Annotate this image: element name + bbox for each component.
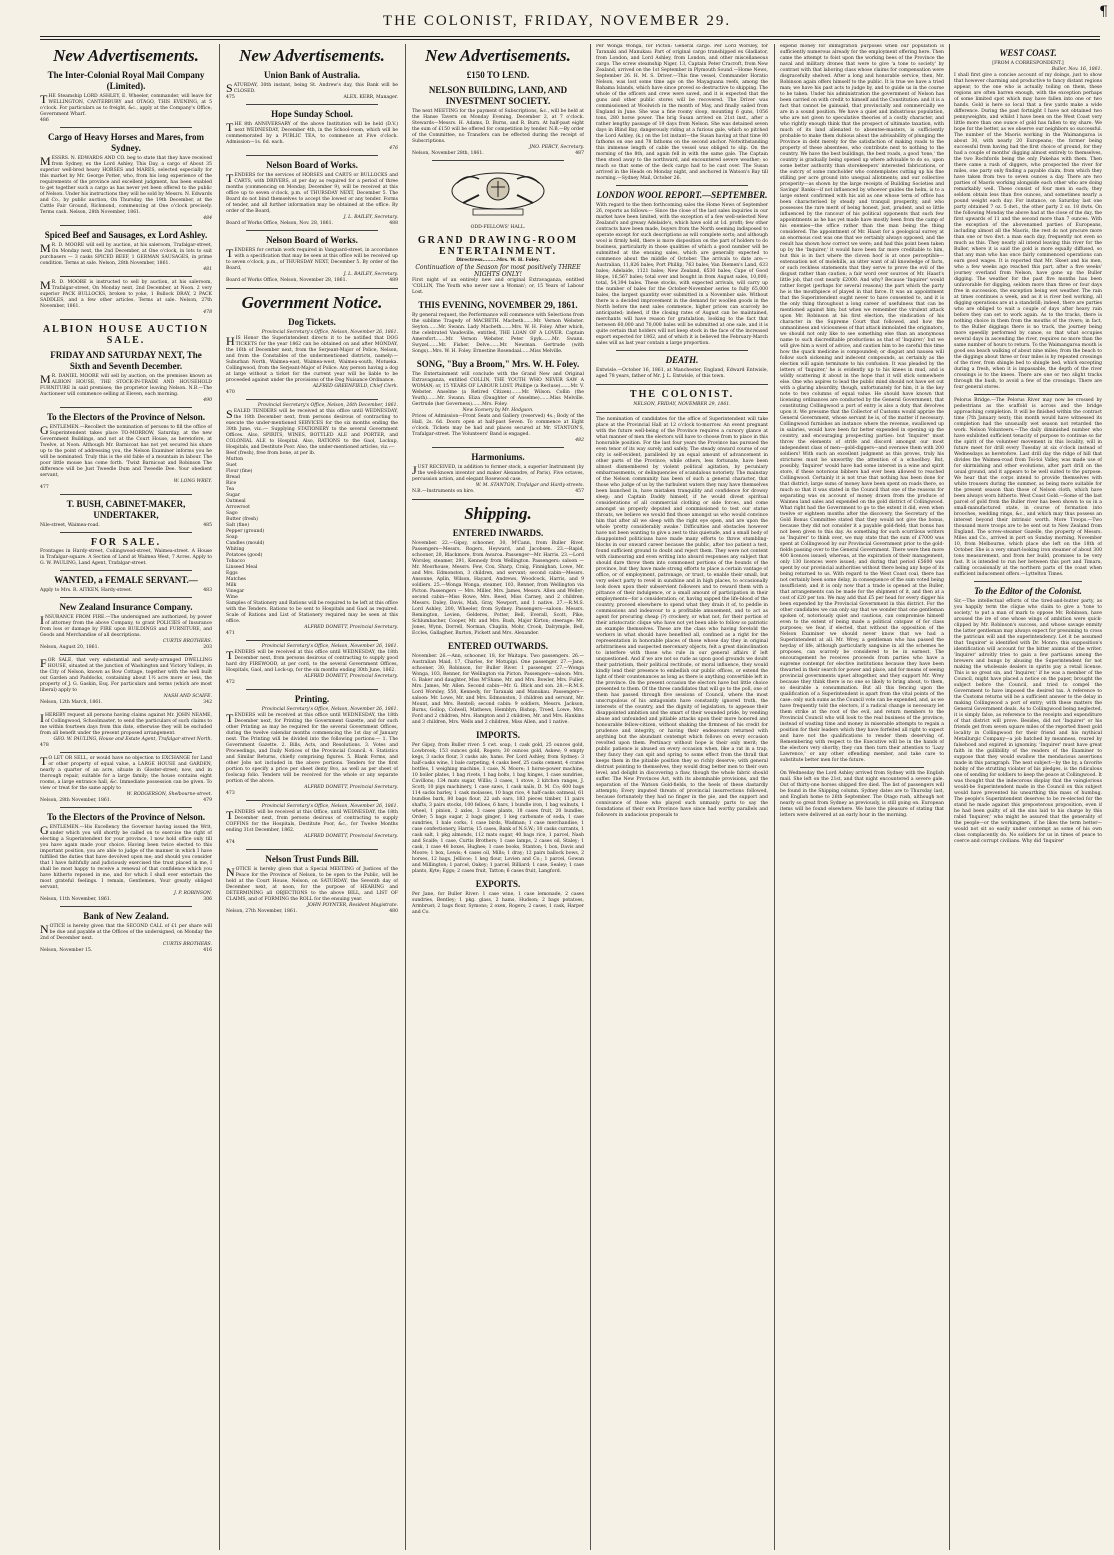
list-item: Wine [226, 595, 238, 600]
divider [60, 570, 192, 571]
death-notice: Entwisle.—October 16, 1861, at Manchester, England, Edward Entwisle, aged 78 years, father of Mr. J. L. Entwisle, of this town. [596, 368, 768, 379]
column-divider [405, 44, 406, 1550]
divider [60, 906, 192, 907]
list-item: Flour (fine) [226, 469, 253, 474]
ad-dateline: Provincial Secretary's Office, Nelson, November 26, 1861. [261, 804, 398, 809]
ad-number: 486 [40, 118, 49, 123]
editorial-dateline: NELSON, FRIDAY, NOVEMBER 29, 1861. [633, 402, 731, 407]
ad-number: 490 [203, 398, 212, 403]
ad-dateline: Provincial Secretary's Office, Nelson, 26th December, 1861. [257, 403, 398, 408]
ad-number: 203 [203, 645, 212, 650]
ad-title: Printing. [294, 694, 330, 704]
news-paragraph: On Wednesday the Lord Ashley arrived from Sydney with the English mail. She left on the 21st, and that night encountered a severe gale. Out of thirty-one horses shipped five died. The list of passengers will be found in the Shipping column. Sydney dates are to Thursday last, and English home to 26th September. The Otago rush, although not nearly so great from Sydney as previously, is still going on. European items will be found elsewhere. We have the pleasure of stating that letters were delivered at an early hour in the morning. [780, 771, 944, 818]
ad-title: To the Electors of the Province of Nelson. [47, 412, 205, 422]
list-item: Tobacco [226, 559, 246, 564]
list-item: Tea [226, 487, 235, 492]
news-paragraph: Pelorus Bridge.—The Pelorus River may now be crossed by pedestrians as the scaffold is across and the bridge approaching completion. It will be finished within the contract time (7th January next); this month would have witnessed its completion had the unusually wet season not retarded the work. Nelson Volunteers.—The daily diminished number who have exhibited sufficient tenacity of purpose to continue so far the spirit of the volunteer movement in this locality, will in future meet for drill every Tuesday at six o'clock instead of Wednesdays as heretofore. Last drill day the ridge of hill that divides the Waimea-road from Toi-toi Valley, was made use of for skirmishing and other evolutions, after part drill on the usual ground, and it appears to be well suited to the purpose. We hear that the corps intend to provide themselves with white trousers during the summer, as being more suitable for the present season than those of Nelson cloth, which have been always worn hitherto. West Coast Gold.—Some of the last parcel of gold from the Buller river has been shown to us in a small-manufactured state, in course of formation into brooches, wedding rings, &c., and which may thus possess an interest beyond their intrinsic worth. More Troops.—Two thousand more troops are to be sent out to New Zealand from England. The screw-steamer Gazelle, the property of Messrs. Miles and Co., arrived in port on Sunday morning, November 10, from Melbourne, which place she left on the 18th of October. She is a very smart-looking iron steamer of about 300 tons measurement, and from her build, promises to be very fast. It is intended to run her between this port and Timaru, calling occasionally at the northern parts of the coast when sufficient inducement offers.—Lyttelton Times. [954, 398, 1102, 577]
ad-signature: W. LONG WREY. [173, 479, 212, 484]
ad-dateline: Provincial Secretary's Office, Nelson, November 26, 1861. [261, 330, 398, 335]
list-item: Pepper (ground) [226, 529, 265, 534]
divider [596, 384, 768, 385]
divider [60, 597, 192, 598]
ad-signature: J. P. ROBINSON. [173, 891, 212, 896]
masthead-rule [40, 36, 1100, 37]
exports-list: Per Jane, for Buller River: 1 case wine, 1 case lemonade, 2 cases sundries, Bentley; 1 pkg. glass, 2 hams, Hudson; 2 bags potatoes, Armbrust; 2 bags flour, Symons; 2 oxen, Rogers; 2 cases, 1 cask, Harper and Co. [412, 892, 584, 915]
ration-list [226, 451, 398, 601]
ad-number: 482 [575, 438, 584, 443]
divider [226, 288, 398, 289]
ad-body: Prices of Admission—Front Seats and Gallery (reserved) 4s.; Body of the Hall, 2s. 6d. Doors open at half-past Seven. To commence at Eight o'clock. Tickets may be had and places secured at Mr. STANTON'S, Trafalgar-street. The Volunteers' Band is engaged. [412, 414, 584, 437]
list-item: Eggs [226, 571, 238, 576]
ad-title: Hope Sunday School. [271, 109, 353, 119]
ad-body: MR. DANIEL MOORE will sell by auction, on the premises known as ALBION HOUSE, THE STOCK-IN-TRADE AND HOUSEHOLD FURNITURE in said premises; the proprietor leaving Nelson. N.B.—The Auctioneer will commence selling at Eleven, each morning. [40, 372, 212, 397]
divider [432, 447, 564, 448]
ad-body: The Entertainment will conclude with the Grand New and Original Extravaganza, entitled COLLIN, THE YOUTH WHO NEVER SAW A WOMAN; or, 15 YEARS OF LABOUR LOST. Phillipe (a Recluse).......Mr. V. Webster. Anselme (a Retired Citizen).......Mr. Wilson. Collin (the Youth).......Mr. Swann. Eliza (Daughter of Anselme).......Miss Melville. Gertrude (her Governess).......Mrs. Foley. [412, 372, 584, 407]
ad-signature: ALFRED DOMETT, Provincial Secretary. [304, 674, 398, 679]
list-item: Linseed Meal [226, 565, 258, 570]
divider [596, 412, 768, 413]
divider [246, 800, 378, 801]
divider [60, 127, 192, 128]
masthead [0, 4, 1114, 38]
subsection-heading: EXPORTS. [475, 879, 521, 889]
divider [60, 654, 192, 655]
evening-line: THIS EVENING, NOVEMBER 29, 1861. [418, 300, 578, 310]
section-heading: Shipping. [464, 504, 532, 523]
article-title: WEST COAST. [999, 48, 1057, 58]
masthead-rule-2 [40, 39, 1100, 40]
ad-body: MR. D. MOORE will sell by auction, at his saleroom, Trafalgar-street, On Monday next, the 2nd December, at One o'clock, in lots to suit purchasers — 3 casks SPICED BEEF, 1 GERMAN SAUSAGES, in prime condition. Terms at sale. Nelson, 28th November, 1861. [40, 241, 212, 266]
ad-body: GENTLEMEN.—Recollect the nomination of persons to fill the office of Superintendent takes place TO-MORROW, Saturday, at the new Government Buildings, and not at the Court House, as heretofore, at Twelve, at Noon. Although Mr. Barnicoat has not yet secured his share up to the point of addressing you, the Nelson Examiner informs you he will be nominated. Truly this is the old fable of a mountain in labour. The poor little mouse has come forth. 'Twixt Barnicoat and Robinson The difference will be Just Tweedle Dum and Tweedle Dee. Your obedient servant, [40, 423, 212, 478]
ad-number: 484 [203, 216, 212, 221]
directress-line: Directress.........Mrs. W. H. Foley. [456, 258, 540, 263]
imports-list: Per Gipsy, from Buller river: 5 cwt. soap, 1 cask gold, 25 ounces gold, Lowbrook; 153 ounces gold, Rogers; 30 ounces gold, Askew; 9 empty kegs, 3 sacks flour, 3 casks ale, hams. Per Lord Ashley, from Sydney: 3 half-casks wine, 1 bale carpeting, 4 casks beef, 25 casks cement, 4 crates bottles, 1 weighing machine, 1 case, N. Moore; 1 horse-power machine, 10 boiler plates, 1 bag rivets, 1 bag bolts, 1 bag hinges, 1 case sundries, Cavillons; 134 mats sugar, Willis; 3 cases, 1 stove, 2 kitchen ranges, J. Scott; 10 pigs machinery, 1 case saws, 1 cask nails, D. M. Co; 600 bags 114 sacks barley, 1 cask molasses, 10 bags rice, 4 half-casks oatmeal, 61 bundles bark, 80 bags flour, 22 ash oars, 183 pieces timber, 11 pairs shafts, 3 pairs stocks, 100 felloes, 6 bars, 1 bundle iron, 1 bag walnuts, 1 wheel, 1 pinion, 2 axles, 3 cases plants, 18 cases fruit, 20 bundles, Order; 5 bags sugar, 2 bags ginger, 1 keg carbonate of soda, 1 case sundries, 1 bale corks, 1 case birds, Wadman; 1 case merchandise, 1 case confectionery, Harris; 15 cases, Bank of N.S.W.; 10 casks currants, 1 cask salt, 1 pkg almonds, 112 mats sugar, 40 bags rice, 1 parcel, Nash and Scaife; 1 case, Curtis Brothers; 1 case lamps, 2 cases oil, Staley; 1 cask, 1 case 48 boxes, Hughes; 1 case books, Stanton; 1 box, Davis and Moore; 1 box, Lewis; 4 cases oil, Mills; 1 dray; 12 pairs ballock bows, 2 horses, 12 bags, Jellicoe; 1 keg flour, Lovien and Co.; 1 parcel, Gowan and Millington; 1 parcel, Oakey; 1 parcel, Billiard; 1 case, Sealey; 1 case plants, Kyte; Eggs; 2 cases fruit, Tatton; 6 cases fruit, Langford. [412, 743, 584, 874]
corner-mark: ¶ [1099, 4, 1108, 20]
ad-title: Dog Tickets. [288, 317, 336, 327]
ad-number: 306 [203, 897, 212, 902]
column-divider [219, 44, 220, 1550]
ad-title: FOR SALE. [90, 537, 162, 548]
ad-number: 477 [40, 485, 49, 490]
ad-number: 475 [226, 95, 235, 100]
column-1 [40, 44, 212, 1550]
oddfellows-emblem-icon [443, 165, 553, 221]
divider [616, 350, 748, 351]
ad-body: By general request, the Performance will commence with Selections from the sublime Tragedy of MACBETH. Macbeth.......Mr. Vernon Webster. Seyton.......Mr. Swann. Lady Macbeth.......Mrs. W. H. Foley. After which, the celebrated Vaudeville, entitled, THE LOAN OF A LOVER. Captain Amersfort.......Mr. Vernon Webster. Peter Spyk.......Mr. Swann. Swyzel.......Mr. Fisher. Delve.......Mr. Newman. Gertrude (with Songs)...Mrs. W. H. Foley. Ernestine Rosendaal......Miss Melville. [412, 313, 584, 354]
emblem-caption: ODD-FELLOWS' HALL. [470, 225, 526, 230]
ad-body: TENDERS will be received at this office until WEDNESDAY, the 18th December next, from persons desirous of contracting to supply good hard dry FIREWOOD, at per cord, to the several Government Offices, Hospitals, Gaol, and Lock-up, for the six months ending 30th June, 1862. [226, 648, 398, 673]
ad-title: NELSON BUILDING, LAND, AND INVESTMENT SOCIETY. [428, 85, 568, 106]
ad-body: TENDERS will be received at this office until WEDNESDAY, the 18th December next, for Printing the Government Gazette, and for such other Printing as may be required for the several Government Offices, during the twelve calendar months commencing the 1st day of January next. The Printing will be divided into the following portions:— 1. The Government Gazette. 2. Bills, Acts, and Resolutions. 3. Votes and Proceedings, and Daily Notices of the Provincial Council. 4. Statistics and Similar Returns, chiefly comprising figures. 5. Blank Forms, and other Jobs not included in the above portions. Tenders for the first portion to specify a price per sheet demy 8vo, as well as per sheet of foolscap folio. Tenders will be received for the whole or any separate portion of the above. [226, 711, 398, 784]
ad-title: Bank of New Zealand. [83, 911, 169, 921]
divider [974, 394, 1082, 395]
scenery-line: New Scenery by Mr. Hodgson. [462, 408, 534, 413]
divider [60, 807, 192, 808]
list-item: Sago [226, 511, 238, 516]
divider [974, 581, 1082, 582]
list-item: Potatoes (good) [226, 553, 263, 558]
ad-number: 473 [226, 791, 235, 796]
ad-signature: GEO. W. PAULING, House and Estate Agent, Trafalgar-street North. [53, 737, 212, 742]
ad-number: 471 [226, 631, 235, 636]
ad-body: First night of an entirely new and original Extravaganza, entitled 'COLLIN, The Youth who never saw a Woman'; or, 15 Years of Labour Lost. [412, 278, 584, 295]
ad-date: Nelson, August 20, 1861. [40, 645, 99, 650]
column-2 [226, 44, 398, 1550]
list-item: Butter (fresh) [226, 517, 258, 522]
ad-body: GENTLEMEN.—His Excellency the Governor having issued the Writ, under which you will shortly be called on to exercise the right of electing a Superintendent for your province, I now hold office only till you have again made your choice. Having been twice elected to this important position, you are able to judge of the manner in which I have fulfilled the duties that have devolved upon me; and should you consider that I have faithfully and judiciously exercised the trust placed in me, I shall be most happy to receive a renewal of that confidence which you have hitherto reposed in me, and for which I shall ever entertain the most grateful feelings. I remain, Gentlemen, Your greatly obliged servant, [40, 823, 212, 890]
divider [432, 160, 564, 161]
ad-number: 472 [226, 680, 235, 685]
section-heading: New Advertisements. [239, 46, 385, 65]
list-item: Mutton [226, 457, 244, 462]
ad-date: Nelson, 27th November, 1861. [226, 909, 298, 914]
ad-number: 483 [203, 588, 212, 593]
ad-signature: J. L. BAILEY, Secretary. [343, 272, 398, 277]
shipping-entries: November. 22.—Gipsy, schooner, 30, M'Cann, from Buller River. Passengers—Messrs. Rogers, Heyward, and Jacobsen. 23.—Rapid, schooner, 20, Blackmore, from Awaroa. Passenger—Mr. Harris. 23.—Lord Worsley, steamer, 291, Kennedy from Wellington. Passengers: saloon — Mr. Moorhouse, Messrs. Few, Cox, Sharp, Craig, Finnighan, Lowe, Mr. and Mrs. Edmonston, 3 children, and servant; second cabin—Messrs. Ansonne, Aplin, Wilson, Hayard, Andrews, Woodcock, Harris, and 9 soldiers. 25.—Wonga Wonga, steamer, 103, Renner, from Wellington via Picton. Passengers — Mrs. Miller, Mrs. James, Messrs. Allen and Weller; second cabin—Miss Rowe, Mrs. Reed, Miss Carney, and 2 children. Messrs. Daley, Davis, Mah, Gray, Newport, and 1 native. 27.—R.M.S. Lord Ashley, 200, Wheeler, from Sydney. Passengers—saloon: Messrs. Remington, Levien, Gelderes, Potter, Bell, Everall, Scott, Pike, Schlumbacher, Cooper, Mr. and Mrs. Bush, Major Kirton; steerage: Mr. Jones, Wynn, Dorrell, Norman, Chaplin, Mohr, Crook, Dalrymple, Bell, Eccles, Gallagher, Burton, Pickett and Mrs. Alexander. [412, 541, 584, 636]
section-heading: New Advertisements. [53, 46, 199, 65]
ad-body: NOTICE is hereby given that a Special MEETING of Justices of the Peace for the Province of Nelson, to be open to the Public, will be held at the Court House, Nelson, on SATURDAY, the Seventh day of December next, at noon, for the purpose of HEARING and DETERMINING all OBJECTIONS to the above BILL, and LIST OF CLAIMS, and of FORMING the ROLL for the ensuing year. [226, 865, 398, 902]
ad-dateline: Provincial Secretary's Office, Nelson, November 26, 1861. [261, 644, 398, 649]
divider [246, 230, 378, 231]
ad-body: TENDERS for certain work required in Vanguard-street, in accordance with a specification that may be seen at this office will be received up to seven o'clock, p.m., of THURSDAY NEXT, December 5. By order of the Board, [226, 246, 398, 271]
subsection-heading: ENTERED OUTWARDS. [447, 641, 549, 651]
ad-body: TENDERS will be received at this Office, until WEDNESDAY, the 18th December next, from persons desirous of contracting to supply COFFINS for the Hospitals, Destitute Poor, &c., for Twelve Months ending 31st December, 1862. [226, 808, 398, 833]
article-title: LONDON WOOL REPORT.—SEPTEMBER. [596, 190, 768, 200]
article-byline: [FROM A CORRESPONDENT.] [992, 61, 1064, 66]
ad-body: HIS Honor the Superintendent directs it to be notified that DOG TICKETS for the year 1862 can be obtained on and after MONDAY, the 16th of December next, from the Serjeant-Major of Police, Nelson, and from the Constables of the undermentioned districts, namely:— Suburban North, Waimea-east, Waimea-west, Waimea-south, Motueka. Collingwood, from the Serjeant-Major of Police. Any person having a dog at large without a ticket for the current year will be liable to be proceeded against under the provisions of the Dog Nuisance Ordinance. [226, 334, 398, 383]
list-item: Matches [226, 577, 246, 582]
list-item: Whiting [226, 547, 245, 552]
ad-title: Cargo of Heavy Horses and Mares, from Sydney. [48, 132, 204, 153]
list-item: Rice [226, 481, 237, 486]
ad-body: TENDERS for the services of HORSES and CARTS or BULLOCKS and CARTS, with DRIVERS, at per day as required for a period of three months (commencing on Monday, December 9), will be received at this office up to seven o'clock, p.m. of THURSDAY NEXT, December 5. The Board do not bind themselves to accept the lowest or any tender. Forms of tender, and all further information may be obtained at the office. By order of the Board, [226, 171, 398, 214]
ad-number: 478 [203, 310, 212, 315]
ad-body: The next MEETING for the payment of Subscriptions, &c., will be held at the Hanse Tavern on Monday Evening, December 2, at 7 o'clock. Stewards—Messrs. H. Adams, D. Burns, and R. Burn. At half-past eight the sum of £150 will be offered for competition by tender. N.B.—By order of the Committee, no Transfers can be effected during the receipt of Subscriptions. [412, 109, 584, 144]
ad-number: 480 [389, 909, 398, 914]
ad-number: 474 [226, 840, 235, 845]
ad-date: Nelson, 12th March, 1861. [40, 700, 103, 705]
divider [246, 849, 378, 850]
ad-body: NOTICE is hereby given that the SECOND CALL of £1 per share will be due and payable at the Offices of the undersigned, on Monday the 2nd of December next. [40, 922, 212, 941]
ad-body: IHEREBY request all persons having claims against Mr. JOHN NEAME, of Collingwood, Schoolmaster, to send the particulars of such claims to me within fourteen days from this date, otherwise they will be excluded from all benefit under the present proposed arrangement. [40, 711, 212, 736]
article-body: I shall first give a concise account of my doings, just to show that however charming and productive to fancy distant regions appear, to the one who is actually toiling on them, these regions are often barren enough, with the exception perhaps of some limited spot which may have fallen into one or two hands. Gold is here so local that a few yards make a wide difference. During the past fortnight I have not obtained two pennyweights, and whilst I have been on the West Coast very little more than one ounce of gold has fallen to my share. We hope for the better, as we observe our neighbors so successful. The number of the Maoris working in the Waimangaroa is about 30, with nearly 20 Europeans; the former being successful from having had the first choice of ground, for they had a couple of months' digging almost entirely to themselves, the two Rochfords being the only Pakehas with them. Then there came a rush of diggers, who prospected the river for miles, one party only finding a payable claim, from which they have taken from two to seven ounces a day. There are two parties of Maoris working alongside each other who are doing remarkably well. These consist of four men in each; they seldom obtain less than five ounces, and sometimes nearly a pound weight each day. For instance, on Saturday last one party obtained 7 oz. 5 dwt., the other party 2 oz. 18 dwts. On the following Monday the above had at the close of the day, the first upwards of 11 and the second more than 7 ounces. With the exception of the abovenamed parties of Europeans, including almost all the Maoris, the rest do not procure more than one or two dwt. a man each day, frequently not even so much as this. They nearly all intend leaving this river for the Buller, where it is said the gold is more equally diffused, so that any man who has once fairly commenced operations can earn good wages. It is reported that Mr. Skeet and his men, who a few weeks ago reached this part, after a five weeks' journey overland from Nelson, have gone up the Buller digging. The weather for the past five months has been unfavorable for digging, seldom more than three or four days free in succession, the exception being wet weather. The rain at times continues a week, and as it is river bed working, all digging operations are at a standstill; indeed, there are parties who are obliged to wait a couple of days after heavy rain before they can set to work again. As to the tracks, there is nothing choice in them from the mouths of the rivers; in fact, to the Buller diggings there is no track, the journey being more speedily performed by canoe, so that what occupies several days in ascending the river, requires no more than the same number of hours to return. To the Waimangaroa mouth is good sea beach walking of about nine miles; from the beach to the diggings about three or four miles is by repeated crossings of the river, from shingle bed to shingle bed, which excepting during a fresh, when it is impassable, the depth of the river crossings is to the knees. There are one or two slight tracks through the bush, to avoid a few of the crossings. There are four general stores. [954, 73, 1102, 390]
ad-number: 470 [226, 390, 235, 395]
column-5 [780, 44, 944, 1550]
ad-date: Nelson, November 15. [40, 948, 93, 953]
editorial-body: expend money for immigration purposes when our population is sufficiently numerous already for the employment offering here. Then came the attempt to foist upon the working bees of the Province the naval and military drones that were to give 'a tone to society' by contrast with that laboring class whose claims for compensation were disgracefully shelved. After a long and honorable service, then, Mr. Robinson again offers himself to the public. It is true we have a tried man; we have his past acts to judge by, and to guide us in the course to be taken. Under his administration the government of Nelson has been carried on with credit to himself and the Constitution: and it is a fact that cannot be gainsaid, that provincially and commercially we are in a sound position. We have a quiet and industrious population, who are not given to speculative theories of a costly character, and who rightly enough think that the prospect of ultimate taxation, with much of its land alienated to absentee-masters, is sufficiently probable to make them dubious about the advisability of plunging the Province in debt merely for the satisfaction of making roads to the property of these absentees, who contribute next to nothing to the country. We have the best buildings, the best roads, a good 'tone,' the country is gradually being opened up where advisable to do so, upon some better authority than storekeepers' interested fabrications, or the outcry of some rancholder who contemplates cutting up his fine stilling per acre ground into unequal allotments; and our collective prosperity—as shown by the large receipts of Building Societies and Savings' Banks—if not influenced by whoever guides the helm, is to a large extent confirmed with his aid as one whose term of office has been characterised by steady and tranquil prosperity, and who possesses the rare merit of being honest, just, prudent, and so little influenced by the rancour of his political opponents that such few appointments as he has yet made have mostly been from the camp of his enemies—the office rather than the man being the thing considered. The appointment of Mr. Haast for a geological survey at an enormous cost was one that we certainly always opposed, and the result has shown how correct we were; and had this point been taken up by the 'Inquirer,' it would have been far more creditable to him, but this is in fact where the cloven hoof is at once perceptible—extenuation not of molehills, an utter want of all knowledge of facts, or such reckless statements that they serve to prove the evil of the disgust rather than caution; a fair word over sources of Mr. Haast's little job, that cost nearly £2000. And why? Because 'Inquirer' would rather forget (perhaps for several reasons) the part which the party he is the mouthpiece of played in that farce. It was an appointment that the Superintendent ought never to have consented to, and it is the only thing throughout a long career of usefulness that can be mentioned against him; but when we remember the virulent attack upon Mr. Robinson at his first election, the vindication of his character in the Supreme Court that followed, and how the unmanliness and viciousness of that attack immolated the originators, we should not only like to see something else than an anonymous name to such discreditable productions as that of 'Inquirer;' but we will give him a word of advice, and caution him to be careful this time how the quack medicine is compounded; or disgust and nausea will follow such sickening and indecent compounds, as certainly as the election will again terminate to his confusion. It was pleaded by the letters of 'Inquirer,' he is evidently up to his knees in mud, and is wildly scattering it about in the hope that it will stick somewhere else. One who aspires to lead the public mind should not have set out with a glaring absurdity, though, unfortunately for him, it is the key note to two columns of equal value. He should have known that licensing ordinances are conducted by the General Government, that constituting Collingwood a port of entry is also a duty that devolves upon it. We presume that the Collector of Customs would apprize the General Government, whose servant he is, of the matter if necessary. Collingwood furnishes an instance where the revenue, swallowed up in salaries, would have been far better expended in opening up the country, and encouraging prospecting parties: but 'Inquirer' must throw the elements of strife and discord amongst our most independent class of men—gold-diggers—and overawe them with 200 soldiers! With such an excellent judgment as this proves, truly his strictures must be unworthy the attention of a schoolboy. But, possibly, 'Inquirer' would have had some interest in a wine and spirit store, if these notorious bibbers had ever been allowed to reached Collingwood. Certainly it is not true that nothing has been done for that district; large sums of money have been spent on roads there, so much so that it was stated in the Council that one of the reasons for separating was on account of money drawn from the produce of Waimea land sales and expended on the gold district of Collingwood. What right had the Government to go to the extent it did, even when twelve or eighteen months after the discovery, the Secretary of the Gold Bonus Committee stated that they would not give the bonus, because they did not consider it a payable gold-field; that bonus has not been given to this day. As something for such scurrilous writers as 'Inquirer' to think over, we may state that the sum of £7000 was spent at Collingwood by our Provincial Government prior to the gold-fields passing over to the General Government. There were then more 400 licences issued; whereas, at the expiration of their management, only 130 licences were issued; and during that period £5600 was spent by our provincial authorities without there being any hope of its being returned to us. With regard to the West Coast coal, there has not certainly been some delay, in consequence of the sum voted being insufficient; and it is only now that a trade is opened at the Buller, that arrangements can be made for the shipment of it, and then at a cost of £20 per ton. We may add that £5 per head for every digger his been expended by the Provincial Government in this district. For the other candidates we can only say that we wonder that one gentleman spoken of, notoriously quiet and cautious, can compromise himself even to the extent of being made a political catspaw of for class purposes; we fear, if elected, that without the opposition of the Nelson Examiner we should never know that we had a Superintendent at all. Mr. Wrey, a gentleman who has passed the heyday of life, although particularly sanguine in all the schemes he proposes, can scarcely be considered to be in earnest. The encouragement he receives proceeds from parties who have a supreme contempt for elective institutions because they have been thwarted in their search for power and place, and for means of seeing provincial governments upset altogether, and they support Mr. Wrey because they think there is no one so likely to bring about, to them, so desirable a consummation. But all this fencing upon the qualification of a Superintendent is apart from the vital points of the case: only such sums as the Council vote can be expended, and, as we have frequently told the electors, if a radical change is necessary let them strike at the root of the evil, and return members to the Provincial Council who will look to the real business of the province, instead of wasting time and money in miserable attempts to regain a position for their leaders which they have forfeited all right to expect and have not the qualifications to render them deserving of. Remembering with respect to the Executive will be in the hands of the electors very shortly; they can then turn their attention to 'Lazy Lawrence,' or any other offending member, and take care to substitute better men for the future. [780, 44, 944, 763]
ad-signature: JNO. PERCY, Secretary. [529, 145, 584, 150]
divider [246, 640, 378, 641]
column-divider [949, 44, 950, 1550]
ad-body: THE 8th ANNIVERSARY of the above Institution will be held (D.V.) next WEDNESDAY, December 4th, in the School-room, which will be commemorated by a PUBLIC TEA, to commence at Five o'clock. Admission—1s. 6d. each. [226, 120, 398, 145]
shipping-continued: Per Wonga Wonga, for Picton: General cargo. Per Lord Worsley, for Taranaki and Manukau: Part of original cargo transhipped ex Gladiator, from London, and Lord Ashley, from London, and other miscellaneous cargo. The screw steamship Niger, 13, Captain Peter Cracroft, from New Zealand, arrived on the 1st September in Plymouth Sound.—Home News, September 26. H. M. S. Driver.—This fine vessel, Commander Horatio Nelson, was lost some time ago on the Mayaguana reefs, among the Bahama Islands, which have since proved so destructive to shipping. The whole of the officers and crew were saved, and it is expected that the guns and other public stores will be recovered. The Driver was commissioned at Woolwich in the month of May, and finally sailed from England in June. She was a fine roomy sloop, mounting 6 guns, 1056 tons, 280 horse power. The brig Susan arrived on 21st inst., after a rather lengthy passage of 19 days from Nelson. She was detained seven days in Blind Bay, dangerously riding at a furious gale, which so pitched the Lord Ashley, (k.) on the 1st instant—the Susan having at that time 80 fathoms on one and 78 fathoms on the second anchor. Notwithstanding this immense length of cable the vessel was obliged to slip. On the morning of the 8th, and again fell in with the same gale. The Captain then stood away to the northward, and encountered severe weather; so much so that some of the deck cargo had to be cast over. The Susan arrived in the Heads on Monday night, and anchored in Watson's Bay till morning.—Sydney Mail, October 26. [596, 44, 768, 181]
ad-signature: J. L. BAILEY, Secretary. [343, 215, 398, 220]
article-body: With regard to the then forthcoming sales the Home News of September 26, reports as follows:— Since the close of the last sales inquiries in our market have been limited, with the exception of a few well-selected New Zealand's and greasy Adelaide's, which have sold at 1d. profit; few other contracts have been made, buyers from the North seeming indisposed to operate except for such descriptions as will complete sorts; and although wool is firmly held, there is more disposition on the part of holders to do business, particularly in those qualities of which a good number will be submitted at the ensuing sales, which are generally expected to commence about the middle of October. The arrivals to date are:—Australian, 11,826 bales; Port Phillip, 763 bales; Van Diemen's Land, 633 bales; Adelaide, 1121 bales; New Zealand, 6530 bales; Cape of Good Hope, 16,567 bales; total over and bought in from August sales, 10,000; total, 54,394 bales. These stocks, with expected arrivals, will carry up the number of bales for the October-November series to fully 65,000 bales, the largest quantity ever submitted in a November sale. Without there is a decided improvement in the demand for woollen goods in the North before the next sales commence, higher prices can scarcely be anticipated; indeed, if the closing rates of August can be maintained, merchants will have reason for gratulation, looking to the fact that between 60,000 and 70,000 bales will be submitted at one sale, and it is quite certain that holders will not keep stock in the face of the increased export expected for 1862, and of which it is believed the February-March sales will as last year contain a large proportion. [596, 203, 768, 346]
divider [246, 104, 378, 105]
ad-signature: W. RODGERSON, Shelbourne-street. [126, 792, 212, 797]
ad-body: Apply to Mrs. R. AITKEN, Hardy-street. [40, 588, 133, 593]
divider [616, 185, 748, 186]
ad-date: Nelson, 11th November, 1861. [40, 897, 112, 902]
ad-body: Samples of Stationery and Rations will be required to be left at this office with the Tenders. Rations to be sent to Hospitals and Gaol as required. Scale of Rations and List of Stationery required may be seen at this office. [226, 601, 398, 624]
column-6 [954, 44, 1102, 1550]
list-item: Oatmeal [226, 499, 246, 504]
ad-date: Nelson, November 28th, 1861. [412, 151, 484, 156]
ad-body: Frontages in Hardy-street, Collingwood-street, Waimea-street. A House in Trafalgar-square. A Section of Land at Waimea West, 7 Acres. Apply to G. W. PAULING, Land Agent, Trafalgar-street. [40, 549, 212, 566]
ad-body: FOR SALE, that very substantial and newly-arranged DWELLING HOUSE, situated at the junction of Washington and Victory Valleys, in the City of Nelson, known as Bow Cottage, together with the well built out Garden and Paddocks, containing about 1½ acre more or less, the property of J. G. Gaskin, Esq. For particulars and terms (which are most liberal) apply to [40, 656, 212, 693]
ad-signature: ALFRED GREENFIELD, Chief Clerk. [312, 384, 398, 389]
divider [60, 752, 192, 753]
ad-body: INSURANCE FROM FIRE.—The undersigned are authorized, by power of attorney from the above Company, to grant POLICIES of Insurance from loss or damage by FIRE upon BUILDINGS and FURNITURE, and Goods and Merchandise of all descriptions. [40, 613, 212, 638]
ad-signature: JOHN POYNTER, Resident Magistrate. [307, 903, 398, 908]
divider [246, 689, 378, 690]
season-notice: Continuation of the Season for most positively THREE NIGHTS ONLY! [415, 264, 581, 278]
ad-title: Harmoniums. [471, 452, 525, 462]
ad-number: 457 [575, 489, 584, 494]
ad-subtitle: FRIDAY AND SATURDAY NEXT, The Sixth and Seventh December. [50, 350, 202, 371]
column-3 [412, 44, 584, 1550]
divider [60, 494, 192, 495]
ad-title: Union Bank of Australia. [263, 70, 361, 80]
ad-number: 416 [203, 948, 212, 953]
ad-body: SEALED TENDERS will be received at this office until WEDNESDAY, the 18th December next, from persons desirous of contracting to execute the under-mentioned SERVICES for the six months ending the 30th June, viz.:— Supplying STATIONERY to the several Government Offices. Also, SPIRITS, WINES, BOTTLED ALE and PORTER, and COLONIAL ALE to Hospital. Also, RATIONS to the Gaol, Lockup, Hospitals, and Destitute Poor. Also, the under-mentioned articles, viz.:— [226, 407, 398, 450]
list-item: Suet [226, 463, 237, 468]
ad-body: Nile-street, Waimea-road. [40, 523, 100, 528]
ad-signature: ALFRED DOMETT, Provincial Secretary. [304, 785, 398, 790]
ad-number: 485 [203, 523, 212, 528]
list-item: Bread [226, 475, 240, 480]
editorial-masthead: THE COLONIST. [629, 389, 735, 400]
divider [60, 225, 192, 226]
ad-number: 478 [40, 743, 49, 748]
ad-note: N.B.—Instruments on hire. [412, 489, 475, 494]
ad-body: THE Steamship LORD ASHLEY, E. Wheeler, commander, will leave for WELLINGTON, CANTERBURY and OTAGO, THIS EVENING, at 5 o'clock. For particulars as to freight, &c., apply at the Company's Office, Government Wharf. [40, 92, 212, 117]
list-item: Vinegar [226, 589, 245, 594]
ad-body: SATURDAY, 30th instant, being St. Andrew's day, this Bank will be CLOSED. [226, 81, 398, 95]
section-heading: New Advertisements. [425, 46, 571, 65]
section-heading: Government Notice. [241, 293, 383, 312]
divider [60, 407, 192, 408]
ad-number: 488 [389, 221, 398, 226]
letter-body: Sir,—The intellectual efforts of the tired-and-butter party, as you happily term the clique who claim to give a 'tone to society,' to put a man of mark to oppose Mr. Robinson, have aroused the ire of one whose wings of ambition were quick-clipped by Mr. Robinson's success, and whose savage enmity the latter gentleman may always expect for presuming to cross the patrician will and the superintendency. Let it be assumed that 'Inquirer' is identified with Dr. Monro; this supposition's identification will account for the bitter animus of the writer. 'Inquirer' adroitly tries to gain a few partisans among the brewers and bungs by abusing the Superintendent for not making the wholesale dealers in spirits pay a retail license. This is no great sin, and 'Inquirer,' if he was a member of the Council, might have placed a notice on the paper, brought the subject before the Council, and tried to compel the Government to have imposed the desired tax. A reference to the Customs returns will be a sufficient answer to the delay in making Collingwood a port of entry; with these matters the General Government deals. As to Collingwood being neglected, it is simply false, as reference to the receipts and expenditure of that district will prove. Besides, did not 'Inquirer' or his friends get from seven square miles of the reported finest gold locality in Collingwood for their friend and his mythical Metallurgic Company—a job hatched by meanness, reared by falsehood and expired in ignominy. 'Inquirer' must have great faith in the gullibility of the readers of the Examiner to suppose that they would swallow the mendacious assertions made in this paragraph. The next subject—by the by, a favorite hobby of the strutting violater of his pledges, is the ridiculous one of sending for soldiers to keep the peace at Collingwood. It was thought that the indecorous display that the vainglorious would-be Superintendent made in the Council on this subject would have prevented his unearthing this mass of humbug. The people's Superintendent deserves to be re-elected for the stand he made against this preposterous proposition, even if he had been guilty of all the sins laid to his charge by this rabid 'Inquirer,' who might be assured that the generality of the people—or the workingmen, if he likes the term better—would not sit so easily under contempt as some of his own class complacently do. No soldiers for us in times of peace to coerce and corrupt civilians. Why did 'Inquirer' [954, 599, 1102, 844]
ad-number: 481 [203, 267, 212, 272]
ad-number: 476 [389, 146, 398, 151]
ad-title: To the Electors of the Province of Nelson. [47, 812, 205, 822]
ad-signature: CURTIS BROTHERS. [162, 639, 212, 644]
article-dateline: Buller, Nov. 16, 1861. [1051, 67, 1102, 72]
divider [246, 399, 378, 400]
ad-title: T. BUSH, CABINET-MAKER, UNDERTAKER, [66, 499, 186, 520]
ad-number: 487 [575, 151, 584, 156]
list-item: Beef (fresh), free from bone, at per lb. [226, 451, 316, 456]
editorial-body: The nomination of candidates for the office of Superintendent will take place at the Provincial Hall at 12 o'clock to-morrow. An event pregnant with the future well-being of the Province requires a cursory glance at what manner of men the electors will have to choose from to place in this honorable position. For the last four years the Province has pursued the even tenor of its way surely and safely. The steady onward course of our city is self-evident, paralleled by an equal amount of advancement in other parts of the Province; while others, less fortunate, have been almost dismembered by violent political agitation, by pecuniary embarrassments, or delinquencies of scandalous notoriety. The mainstay of the Nelson community has been of such a general character, that those who judge of us by the turbulent waters they may have themselves been launched in, have mistaken tranquility and confidence for drowsy sleep; and Captain Daddy himself, if he would divest spiritual considerations of all commercial clothing or side forces, and come amongst us properly deputed and commissioned to test our statue throats, we believe we would find those amongst us who would convince him that after all we sleep with the right eye open, and are upon the whole 'pretty considerably awake.' Difficulties and obstacles however have not been wanting to give a zest to this quietude, and a small body of disappointed politicians have made many efforts to throw stumbling-blocks in our onward career because the public, after too patient a test, found sufficient ground to doubt and reject them. They were not content with clamouring and even writing into absurd responses any subject that should dare throw them into commonest portions of the bounds of the province, but they have made strong efforts to place a certain vantage of office, or of employment, patronage, or trust, to enable their small, but very select party to revel in sunshine and in high places, to occasionally look down upon their subservient followers and to reward them with a pittance of their indulgence, or a small amount of participation in their employments—for a consideration; or, having sapped the life-blood of the country, proceed elsewhere to spend what they drain it of, to peddle in commissions and indeavour to a profitable amusement, and to act as agent for procuring cheap (?) crockery, or what not, for their portion of their aristocratic clique who have not yet been able to follow so patriotic an example themselves. These are the class who having foretold the workers in what should have benefited all, confined as a right for the representation in honorable places of those whose day they in original arbitrariness and suspected mercenary objects, felt a great disinclination to interfere with those who rule in our general affairs if left unquestioned. And if we are not so rude as upon good grounds we doubt their patriotism, their political rectitude, or moral influence, they would kindly lend their presence to embellish our public offices, or extend the light of their countenances as long as there is anything convertible left in the province. On the present occasion the electors have but little choice presented to them. Of the three candidates that will go to the poll, one of them has passed through five sessions of Council, where the most unscrupulous of his antagonists have constantly ignored truth, the interests of the country, and the dignity of legislation, to appease their disappointed ambition and the smart of their wounded pride, by vending abuse and unfounded and pitiable attacks upon their more honored and honourable fellow-citizen, without shaking the firmness of his credit for prudence and integrity, or having their endeavours returned with anything but the abundant contempt which follows on every occasion revolted upon them. Pertinacy without hope is their only merit; the public patience is abused on every occasion when, like a rat in a trap, they fancy they can spit and spring to some effect from the thrall that keeps them in the pitiable position they so richly deserve; with general distrust pointing to themselves, they would drag better men to their own level, and delight in discovering a flaw, though the whole fabric should suffer. The New Provinces Act, with its abominable provisions, and the separation of the Watson Gold-fields, to the heels of these dastardly attempts; Every imputed threats of provincial insurrections followed, because fortunately they had no finger in the pie, and the support and connivance of those who played such unmanly parts to say the foundations of their own Province have since had worthy parallels and followers in audacious proposals to [596, 417, 768, 818]
ad-number: 489 [389, 278, 398, 283]
divider [800, 767, 924, 768]
ad-dateline: Provincial Secretary's Office, Nelson, November 26, 1861. [261, 707, 398, 712]
ad-title: Spiced Beef and Sausages, ex Lord Ashley. [44, 230, 208, 240]
shipping-entries: November. 26.—Ann, schooner, 18, for Waitapu. Two passengers. 26.—Australian Maid, 17, Charles, for Motupipi. One passenger. 27.—Jane, schooner, 30, Robinson, for Buller River. 1 passenger. 27.—Wonga Wonga, 103, Renner, for Wellington via Picton. Passengers—saloon: Mrs. G. Baker and daughter, Miss M'Shane, Mr. and Mrs. Bowler, Mrs. Fuller, Mrs. James, Mr. Allen. Second cabin—Mr. G. Blick and son. 28.—R.M.S. Lord Worsley, 550, Kennedy, for Taranaki and Manukau. Passengers—saloon: Mr. Lowe, Mr. and Mrs. Edmonston, 3 children and servant, Mr. Mount, and Mrs. Rentell; second cabin: 9 soldiers, Messrs. Jackson, Burns, Gollop, Colwell, Mathews, Hemblyn, Bishop, Troed, Lowe, Mrs. Ford and 2 children, Mrs. Hampton and 2 children, Mr. and Mrs. Hankins and 3 children, Mrs. Wells and 2 children, Miss Allen, and 1 native. [412, 654, 584, 725]
ad-signature: CURTIS BROTHERS. [162, 942, 212, 947]
entertainment-title: GRAND DRAWING-ROOM ENTERTAINMENT. [417, 235, 579, 257]
ad-body: MESSRS. N. EDWARDS AND CO. beg to state that they have received from Sydney, ex the Lord Ashley, This Day, a cargo of About 35 superior well-bred heavy HORSES and MARES, selected especially for this market by Mr. George Potter, who, from his long experience of the requirements of the province and excellent judgment, has been enabled to get together such a cargo as has never yet been offered to the public of Nelson. Under his instructions they will be sold by Messrs. N. Edwards and Co., by public auction, On Thursday, the 19th December, at the Cattle Fair Ground, Richmond, commencing at One o'clock precisely. Terms cash. Nelson, 28th November, 1861. [40, 154, 212, 215]
ad-title: The Inter-Colonial Royal Mail Company (Limited). [47, 70, 205, 91]
ad-number: 479 [203, 798, 212, 803]
ad-date: Nelson, 28th November, 1861. [40, 798, 112, 803]
ad-signature: W. M. STANTON, Trafalgar and Hardy-streets. [475, 483, 584, 488]
ad-signature: ALEX. KERR, Manager. [343, 95, 398, 100]
divider [412, 499, 584, 500]
ad-body: MR. D. MOORE is instructed to sell by auction, at his saleroom, Trafalgar-street, On Monday next, 2nd December, at Noon. 2 very superior PACK BULLOCKS, broken to yoke, 1 Bullock DRAY, 2 PACK SADDLES, and a few other articles. Terms at sale. Nelson, 27th November, 1861. [40, 278, 212, 309]
column-divider [774, 44, 775, 1550]
list-item: Candles (mould) [226, 541, 265, 546]
divider [246, 155, 378, 156]
ad-title: WANTED, a FEMALE SERVANT.— [54, 575, 198, 585]
column-divider [590, 44, 591, 1550]
subsection-heading: ENTERED INWARDS. [452, 528, 544, 538]
ad-signature: NASH AND SCAIFE. [163, 694, 212, 699]
ad-signature: ALFRED DOMETT, Provincial Secretary. [304, 834, 398, 839]
ad-signature: ALFRED DOMETT, Provincial Secretary. [304, 625, 398, 630]
ad-number: 342 [203, 700, 212, 705]
divider [60, 709, 192, 710]
ad-body: TO LET OR SELL, or would have no objection to EXCHANGE for Land or other property of equal value, a LARGE HOUSE and GARDEN, nearly a quarter of an acre, situate in Gloster-street; now, and in thorough repair, suitable for a large family; the house contains eight rooms, a large entrance hall, &c. Immediate possession can be given. To view or treat for the same apply to [40, 754, 212, 791]
ad-body: JUST RECEIVED, in addition to former stock, a superior Instrument (by the well-known inventor and maker Alexandre, of Paris). Five octaves, percussion action, and elegant Rosewood case. [412, 463, 584, 482]
masthead-title: THE COLONIST, FRIDAY, NOVEMBER 29. [382, 13, 732, 29]
list-item: Arrowroot [226, 505, 250, 510]
divider [60, 276, 192, 277]
list-item: Salt (fine) [226, 523, 249, 528]
divider [60, 532, 192, 533]
ad-title: New Zealand Insurance Company. [59, 602, 193, 612]
ad-title: £150 TO LEND. [466, 70, 530, 80]
divider [60, 319, 192, 320]
ad-title: Nelson Trust Funds Bill. [265, 854, 359, 864]
column-4 [596, 44, 768, 1550]
ad-date: Board of Works Office, Nelson, November 28, 1861. [226, 278, 347, 283]
ad-title: ALBION HOUSE AUCTION SALE. [42, 324, 210, 346]
ad-date: Board of Works Office, Nelson, Nov. 28, 1861. [226, 221, 333, 226]
article-title: DEATH. [665, 355, 699, 365]
list-item: Sugar [226, 493, 240, 498]
list-item: Soap [226, 535, 238, 540]
list-item: Milk [226, 583, 237, 588]
song-line: SONG, "Buy a Broom," Mrs. W. H. Foley. [416, 359, 580, 369]
ad-title: Nelson Board of Works. [266, 235, 358, 245]
subsection-heading: IMPORTS. [476, 730, 520, 740]
ad-title: Nelson Board of Works. [266, 160, 358, 170]
article-title: To the Editor of the Colonist. [974, 586, 1082, 596]
